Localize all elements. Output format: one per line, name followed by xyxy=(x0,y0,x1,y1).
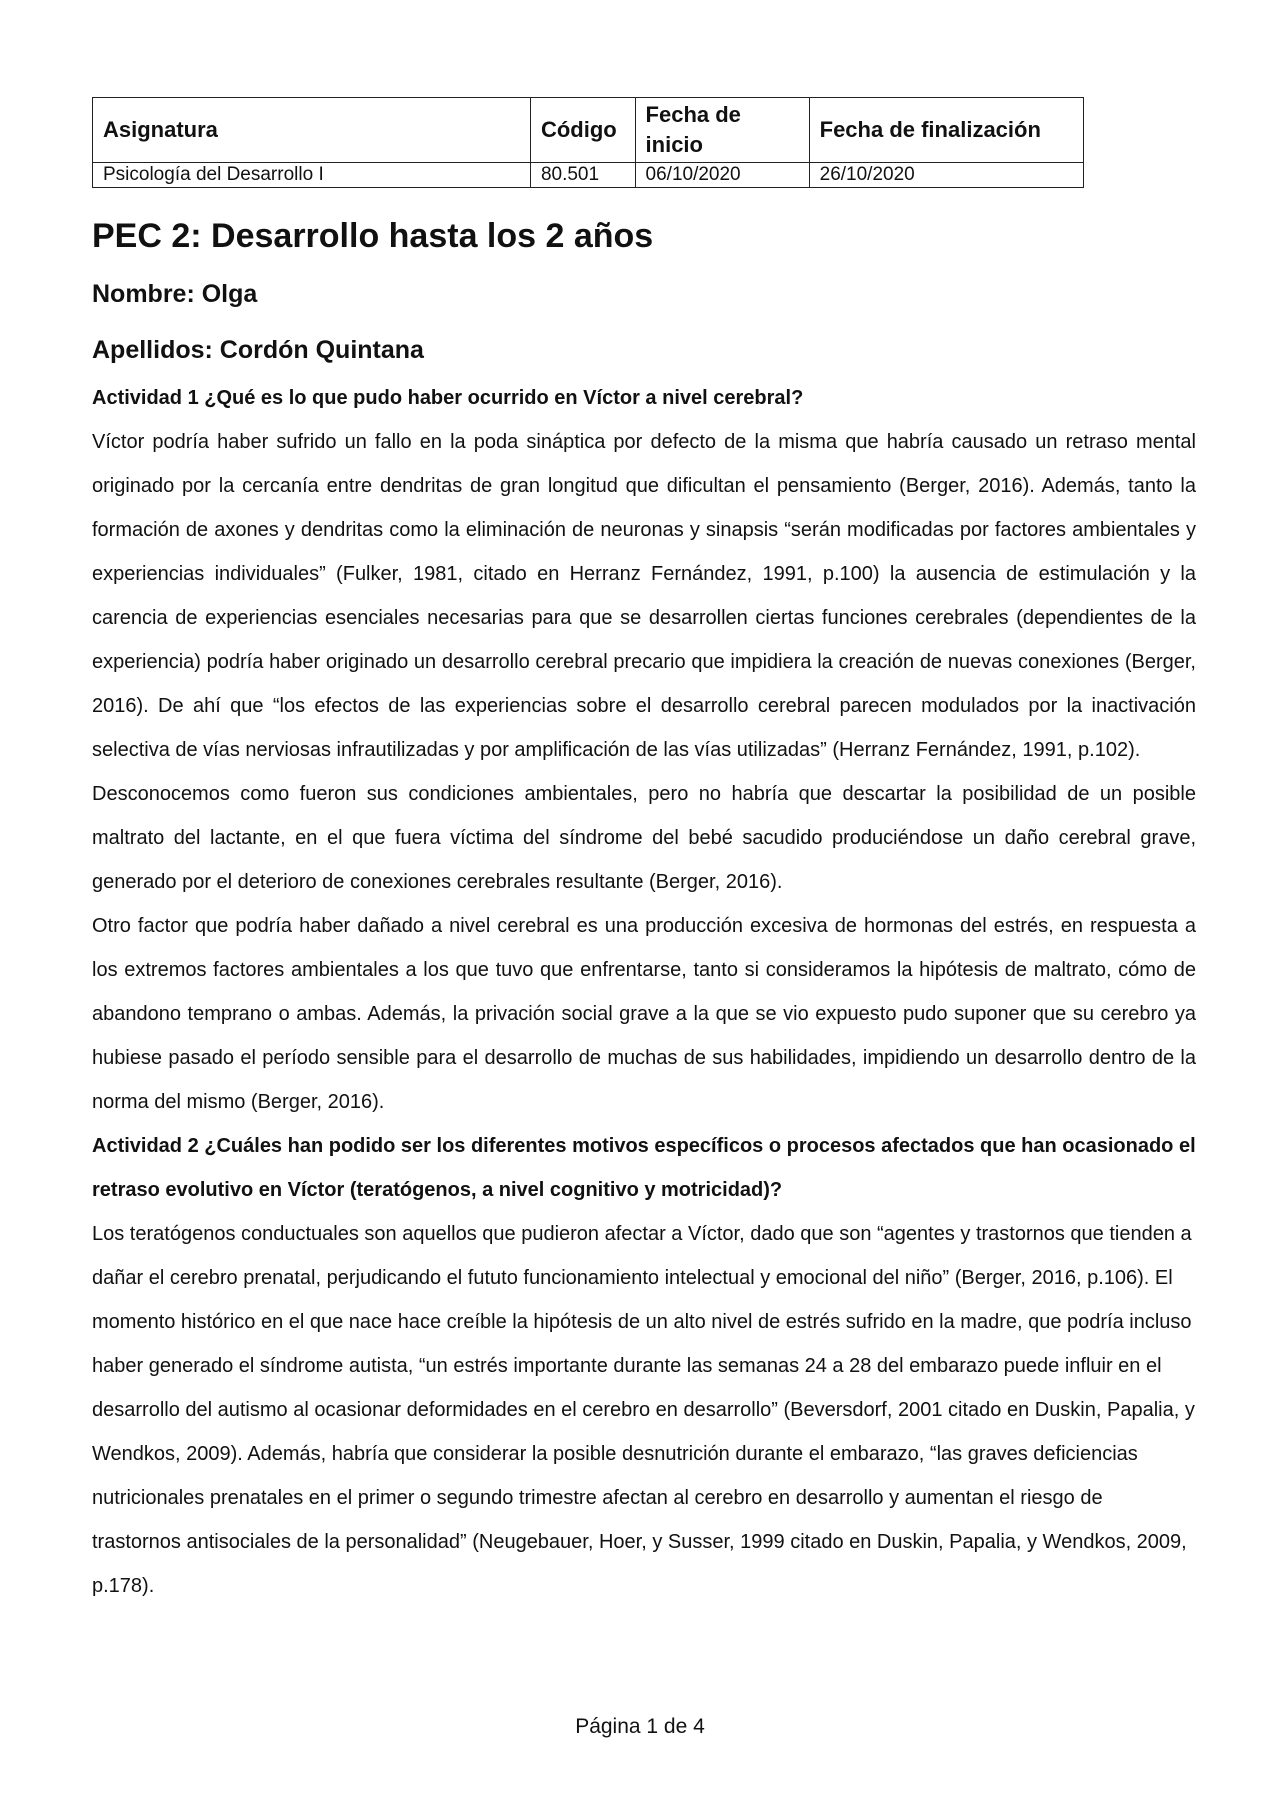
student-name: Nombre: Olga xyxy=(92,280,258,308)
header-fecha-finalizacion: Fecha de finalización xyxy=(809,98,1083,163)
header-asignatura: Asignatura xyxy=(93,98,531,163)
value-fecha-finalizacion: 26/10/2020 xyxy=(809,163,1083,188)
activity-1-paragraph-1: Víctor podría haber sufrido un fallo en la poda sináptica por defecto de la misma que habría causado un retraso mental originado por la cercanía entre dendritas de gran longitud que dificultan el pensamiento (Berger, 2016). Además, tanto la formación de axones y dendritas como la eliminación de neuronas y sinapsis “serán modificadas por factores ambientales y experiencias individuales” (Fulker, 1981, citado en Herranz Fernández, 1991, p.100) la ausencia de estimulación y la carencia de experiencias esenciales necesarias para que se desarrollen ciertas funciones cerebrales (dependientes de la experiencia) podría haber originado un desarrollo cerebral precario que impidiera la creación de nuevas conexiones (Berger, 2016). De ahí que “los efectos de las experiencias sobre el desarrollo cerebral parecen modulados por la inactivación selectiva de vías nerviosas infrautilizadas y por amplificación de las vías utilizadas” (Herranz Fernández, 1991, p.102). xyxy=(92,431,1196,761)
value-codigo: 80.501 xyxy=(530,163,635,188)
document-title: PEC 2: Desarrollo hasta los 2 años xyxy=(92,217,654,255)
document-body xyxy=(92,97,1196,1608)
header-fecha-inicio: Fecha de inicio xyxy=(635,98,809,163)
course-info-header-row xyxy=(93,98,1084,163)
activity-1-question: Actividad 1 ¿Qué es lo que pudo haber ocurrido en Víctor a nivel cerebral? xyxy=(92,387,804,409)
course-info-table xyxy=(92,97,1084,188)
activity-1-paragraph-2: Desconocemos como fueron sus condiciones ambientales, pero no habría que descartar la posibilidad de un posible maltrato del lactante, en el que fuera víctima del síndrome del bebé sacudido produciéndose un daño cerebral grave, generado por el deterioro de conexiones cerebrales resultante (Berger, 2016). xyxy=(92,783,1196,893)
course-info-value-row xyxy=(93,163,1084,188)
value-fecha-inicio: 06/10/2020 xyxy=(635,163,809,188)
activity-2-paragraph-1: Los teratógenos conductuales son aquellos que pudieron afectar a Víctor, dado que son “agentes y trastornos que tienden a dañar el cerebro prenatal, perjudicando el fututo funcionamiento intelectual y emocional del niño” (Berger, 2016, p.106). El momento histórico en el que nace hace creíble la hipótesis de un alto nivel de estrés sufrido en la madre, que podría incluso haber generado el síndrome autista, “un estrés importante durante las semanas 24 a 28 del embarazo puede influir en el desarrollo del autismo al ocasionar deformidades en el cerebro en desarrollo” (Beversdorf, 2001 citado en Duskin, Papalia, y Wendkos, 2009). Además, habría que considerar la posible desnutrición durante el embarazo, “las graves deficiencias nutricionales prenatales en el primer o segundo trimestre afectan al cerebro en desarrollo y aumentan el riesgo de trastornos antisociales de la personalidad” (Neugebauer, Hoer, y Susser, 1999 citado en Duskin, Papalia, y Wendkos, 2009, p.178). xyxy=(92,1223,1195,1597)
page-number-footer: Página 1 de 4 xyxy=(575,1715,705,1738)
header-codigo: Código xyxy=(530,98,635,163)
activity-2-question: Actividad 2 ¿Cuáles han podido ser los diferentes motivos específicos o procesos afectados que han ocasionado el retraso evolutivo en Víctor (teratógenos, a nivel cognitivo y motricidad)? xyxy=(92,1135,1196,1201)
value-asignatura: Psicología del Desarrollo I xyxy=(93,163,531,188)
student-surnames: Apellidos: Cordón Quintana xyxy=(92,336,424,364)
activity-1-paragraph-3: Otro factor que podría haber dañado a nivel cerebral es una producción excesiva de hormonas del estrés, en respuesta a los extremos factores ambientales a los que tuvo que enfrentarse, tanto si consideramos la hipótesis de maltrato, cómo de abandono temprano o ambas. Además, la privación social grave a la que se vio expuesto pudo suponer que su cerebro ya hubiese pasado el período sensible para el desarrollo de muchas de sus habilidades, impidiendo un desarrollo dentro de la norma del mismo (Berger, 2016). xyxy=(92,915,1196,1113)
